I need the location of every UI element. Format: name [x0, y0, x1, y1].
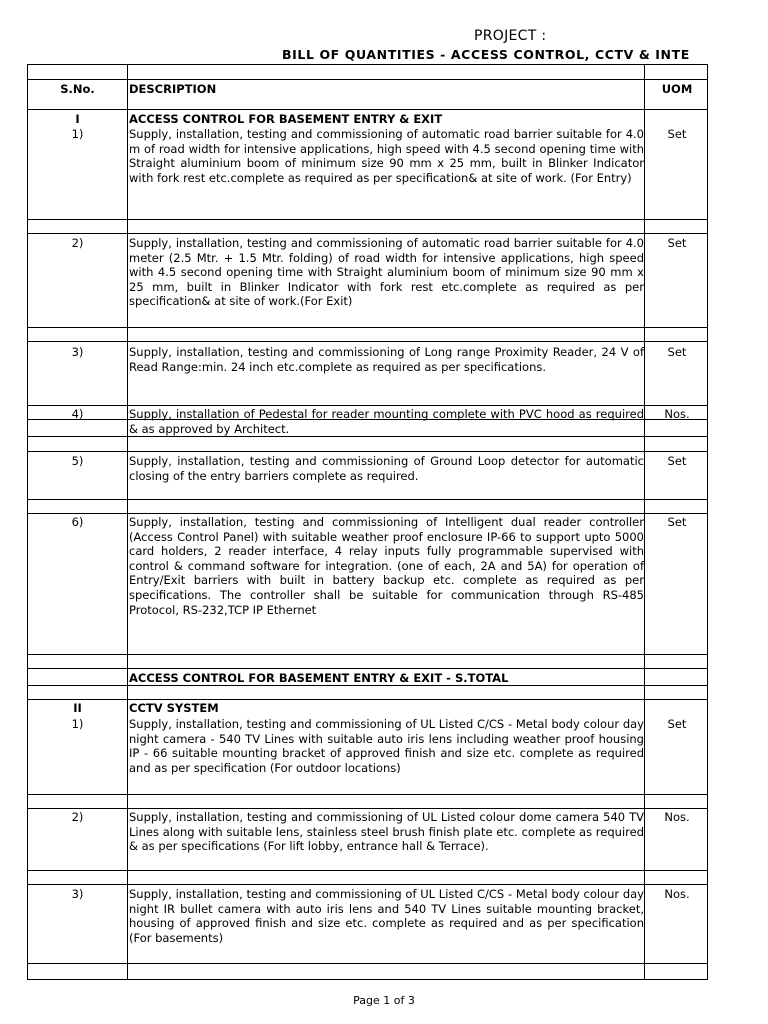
item-description: Supply, installation, testing and commissioning of UL Listed C/CS - Metal body colour day night IR bullet camera with auto iris lens and 540 TV Lines suitable mounting bracket, housing of approved finish and size etc. complete as required and as per specification (For basements): [129, 887, 644, 945]
item-uom: Set: [667, 236, 687, 250]
row-line: [28, 808, 707, 809]
item-uom: Set: [667, 345, 687, 359]
item-description: Supply, installation of Pedestal for reader mounting complete with PVC hood as required & as approved by Architect.: [129, 407, 644, 436]
project-label: PROJECT :: [474, 28, 547, 44]
row-line: [28, 109, 707, 110]
item-number: 6): [71, 515, 84, 529]
column-header-uom: UOM: [661, 82, 693, 96]
column-header-description: DESCRIPTION: [129, 82, 217, 96]
row-line: [28, 405, 707, 406]
item-uom: Set: [667, 515, 687, 529]
item-description: Supply, installation, testing and commissioning of UL Listed C/CS - Metal body colour day night camera - 540 TV Lines with suitable auto iris lens including weather proof housing IP - 66 suitable mounting bracket of approved finish and size etc. complete as required and as per specification (For outdoor locations): [129, 717, 644, 775]
row-line: [28, 668, 707, 669]
item-description: Supply, installation, testing and commissioning of Ground Loop detector for automatic closing of the entry barriers complete as required.: [129, 454, 644, 483]
row-line: [28, 963, 707, 964]
item-uom: Nos.: [664, 887, 690, 901]
item-uom: Set: [667, 127, 687, 141]
section-number: I: [75, 112, 80, 126]
row-line: [28, 699, 707, 700]
column-divider: [127, 65, 128, 979]
item-uom: Set: [667, 454, 687, 468]
section-subtotal: ACCESS CONTROL FOR BASEMENT ENTRY & EXIT - S.TOTAL: [129, 671, 509, 685]
item-uom: Nos.: [664, 810, 690, 824]
row-line: [28, 499, 707, 500]
row-line: [28, 327, 707, 328]
boq-title: BILL OF QUANTITIES - ACCESS CONTROL, CCTV & INTE: [282, 47, 690, 62]
item-number: 1): [71, 717, 84, 731]
row-line: [28, 654, 707, 655]
section-title: ACCESS CONTROL FOR BASEMENT ENTRY & EXIT: [129, 112, 443, 126]
item-description: Supply, installation, testing and commissioning of UL Listed colour dome camera 540 TV Lines along with suitable lens, stainless steel brush finish plate etc. complete as required & as per specifications (For lift lobby, entrance hall & Terrace).: [129, 810, 644, 854]
row-line: [28, 513, 707, 514]
section-number: II: [73, 701, 82, 715]
item-number: 2): [71, 810, 84, 824]
row-line: [28, 341, 707, 342]
row-line: [28, 884, 707, 885]
page-footer: Page 1 of 3: [353, 994, 415, 1007]
row-line: [28, 79, 707, 80]
item-description: Supply, installation, testing and commissioning of Long range Proximity Reader, 24 V of Read Range:min. 24 inch etc.complete as required as per specifications.: [129, 345, 644, 374]
row-line: [28, 219, 707, 220]
row-line: [28, 870, 707, 871]
item-description: Supply, installation, testing and commissioning of automatic road barrier suitable for 4.0 meter (2.5 Mtr. + 1.5 Mtr. folding) of road width for intensive applications, high speed with 4.5 second opening time with Straight aluminium boom of minimum size 90 mm x 25 mm, built in Blinker Indicator with fork rest etc.complete as required as per specification& at site of work.(For Exit): [129, 236, 644, 309]
row-line: [28, 451, 707, 452]
column-header-sno: S.No.: [60, 82, 95, 96]
row-line: [28, 794, 707, 795]
boq-table: [27, 64, 708, 980]
column-divider: [644, 65, 645, 979]
item-uom: Nos.: [664, 407, 690, 421]
item-description: Supply, installation, testing and commissioning of Intelligent dual reader controller (Access Control Panel) with suitable weather proof enclosure IP-66 to support upto 5000 card holders, 2 reader interface, 4 relay inputs fully programmable supervised with control & command software for integration. (one of each, 2A and 5A) for operation of Entry/Exit barriers with built in battery backup etc. complete as required as per specifications. The controller shall be suitable for communication through RS-485 Protocol, RS-232,TCP IP Ethernet: [129, 515, 644, 617]
item-number: 1): [71, 127, 84, 141]
section-title: CCTV SYSTEM: [129, 701, 219, 715]
item-number: 3): [71, 345, 84, 359]
item-number: 5): [71, 454, 84, 468]
item-uom: Set: [667, 717, 687, 731]
item-description: Supply, installation, testing and commissioning of automatic road barrier suitable for 4.0 m of road width for intensive applications, high speed with 4.5 second opening time with Straight aluminium boom of minimum size 90 mm x 25 mm, built in Blinker Indicator with fork rest etc.complete as required as per specification& at site of work. (For Entry): [129, 127, 644, 185]
item-number: 3): [71, 887, 84, 901]
item-number: 4): [71, 407, 84, 421]
item-number: 2): [71, 236, 84, 250]
row-line: [28, 233, 707, 234]
